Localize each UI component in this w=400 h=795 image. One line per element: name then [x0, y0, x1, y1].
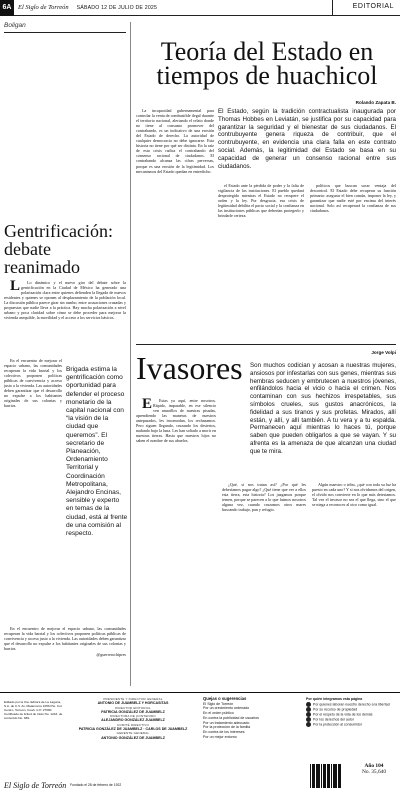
ivasores-col-2: [222, 482, 306, 686]
bullet-icon: [306, 712, 311, 717]
gentrificacion-body-2: En el encuentro de mejorar el espacio urbano, las comunidades recuperan la vida barrial y los colectivos proponen políticas públicas de convivencia y acceso justo a la vivienda. Las autoridades deben garantizar que el desarrollo no expulse a los habitantes originales de sus colonias y barrios.: [4, 358, 62, 409]
ivasores-lead: [250, 362, 396, 478]
ivasores-title-block: [136, 352, 246, 392]
page-header: [0, 0, 400, 16]
column-divider-left: [130, 22, 131, 686]
ivasores-col-2-text: ¿Qué, si nos tratan así? ¿Por qué les deberíamos pagar algo? ¿Qué tiene que ver a ellos esta tierra, esta historia? Los juzgamos porque temen, porque se parecen a lo que fuimos nosotros alguna vez, cuando cruzamos otros mares buscando trabajo, pan y refugio.: [222, 482, 306, 513]
lead-col-3-text: políticos que buscan sacar ventaja del descontrol. El Estado debe recuperar su función primaria: asegurar el bien común, imponer la ley, y garantizar que nadie esté por encima del interés nacional. Solo así recuperará la confianza de sus ciudadanos.: [310, 183, 396, 214]
ivasores-lead-text: Son muchos codician y acosan a nuestras mujeres, ansiosos por infestarlas con sus genes, mientras sus hembras seducen y embrutecen a nuestros jóvenes, enfilándolos hacia el vicio o hacia el crimen. Nos contaminan con sus hechizos irrespetables, sus símbolos crueles, sus gustos anacrónicos, la fidelidad a sus tiranos y sus profetas. Mirados, allí están, y allí, y allí también. A tu vera y a tu espalda. Permanecen aquí mientras lo haces tú, porque saben que pueden obligarlos a que se vayan. Y su afrenta es la amenaza de que alcanzan una ciudad que te mira.: [250, 362, 396, 455]
directory-subtitle: El Siglo de Torreón: [203, 701, 234, 706]
section-label: EDITORIAL: [352, 3, 394, 10]
gentrificacion-close: [4, 626, 126, 686]
cartoon-panel: [4, 22, 126, 217]
ivasores-col-1-text: Estas ya aquí, entre nosotros. Rápido, imparable, en ese silencio ven amarillos de nuestras pisadas, aprendiendo las maneras de nuestros antepasados, les incomodan, los rechazamos. Pero siguen llegando, cruzando los desiertos, nadando bajo la luna. Les han soltado a morir en nuestras tierras. Hasta que nuestros hijos no saben el nombre de sus abuelos.: [136, 398, 216, 444]
lead-intro-text: El Estado, según la tradición contractualista inaugurada por Thomas Hobbes en Leviatán, se justifica por su capacidad para garantizar la seguridad y el bienestar de sus ciudadanos. El contrubuyente genera riqueza de contribuir, que el contrubuyente, en evidencia una clara falla en este contrato social. Además, la legitimidad del Estado se basa en su capacidad de generar un consenso racional entre sus ciudadanos.: [218, 108, 396, 170]
directory-item: Por un crecimiento ordenado: [203, 706, 250, 711]
ivasores-col-3: [312, 482, 396, 686]
lead-col-2: [218, 183, 304, 338]
dateline: SÁBADO 12 DE JULIO DE 2025: [76, 4, 158, 11]
gentrificacion-intro: L Lo dinámico y el nuevo giro del debate sobre la gentrificación en la Ciudad de México ha generado una polarización clara entre quienes defienden la llegada de nuevos residentes y quienes se oponen al desplazamiento de la población local. La discusión pública parece girar sin rumbo, entre acusaciones cruzadas y propuestas que nadie lleva a la práctica. Hay mucha polarización a nivel urbano y poca claridad sobre cómo se debe proceder para mejorar la vivienda asequible, la movilidad y el acceso a los servicios básicos.: [4, 280, 126, 321]
gentrificacion-title-line1: Gentrificación:: [4, 222, 113, 241]
issue-badge: [352, 763, 396, 775]
year-label: Año 104: [364, 763, 384, 769]
staff-entry: PRESIDENTE Y DIRECTOR GENERAL ANTONIO DE JUAMBELZ Y HORCASITAS: [97, 697, 169, 706]
lead-col-2-text: el Estado ante la pérdida de poder y la falta de vigilancia de las instituciones. El pueblo quedará desprotegido mientras el Estado no recupere el orden y la ley. Por desgracia, esa crisis de legitimidad debilita el pacto social y la confianza en las instituciones públicas que deberían protegerlo y brindarle certeza.: [218, 183, 304, 219]
gentrificacion-body-3: En el encuentro de mejorar el espacio urbano, las comunidades recuperan la vida barrial y los colectivos proponen políticas públicas de convivencia y acceso justo a la vivienda. Las autoridades deben garantizar que el desarrollo no expulse a los habitantes originales de sus colonias y barrios.: [4, 626, 126, 652]
lead-article-title: [138, 40, 396, 96]
staff-entry: DIRECTOR EDITORIAL PATRICIA GONZÁLEZ DE JUAMBELZ: [101, 705, 165, 714]
issue-number: No. 35,640: [361, 769, 387, 776]
article-divider: [136, 344, 396, 345]
gentrificacion-title-block: [4, 222, 126, 276]
lead-title-line2: tiempos de huachicol: [156, 61, 378, 90]
ivasores-title: Ivasores: [136, 352, 243, 386]
section-divider: [332, 0, 333, 16]
directory-item: En contra de los intereses: [203, 729, 245, 734]
masthead-title: El Siglo de Torreón: [18, 4, 69, 11]
lead-title-line1: Teoría del Estado en: [160, 40, 374, 66]
publisher-address: Editado por la Cía. Editora de La Laguna, S.A. de C.V. Av. Matamoros 1056 Pte. Col. Centro, Torreón, Coah. C.P. 27000. Certificado de licitud de título No. 1243, de contenido No. 669.: [4, 700, 63, 720]
bullet-icon: [306, 707, 311, 712]
lead-col-1-text: La incapacidad gubernamental para controlar la venta de combustible ilegal durante el territorio nacional, alertando el relato donde no tiene al consumo promover del contrabando, es un indicativo de una erosión del Estado de derecho. La autoridad de cualquier democracia no debe ignorarse. Esta historia no tiene por qué ser distinta. En la raíz de esta crisis radica el contrabando del consenso racional de ciudadanos. El contrabando alcanza las cifras perversas, porque es una erosión de la legitimidad. Los mecanismos del Estado quedan en entredicho.: [136, 108, 214, 174]
author-handle: @guerrerochipres: [96, 652, 126, 658]
directory-item: En contra la publicidad de usuarios: [203, 715, 259, 720]
lead-byline: Rolando Zapata B.: [355, 100, 396, 105]
bullet-icon: [306, 702, 311, 707]
pull-quote: [66, 366, 128, 578]
lead-col-3: [310, 183, 396, 338]
gentrificacion-title-line2: debate reanimado: [4, 239, 80, 276]
pull-quote-text: Brigada estima la gentrificación como oportunidad para defender el proceso monetario de la capital nacional con “la visión de la ciudad que queremos”. El secretario de Planeación, Ordenamiento Territorial y Coordinación Metropolitana, Alejandro Encinas, sensible y experto en temas de la ciudad, está al frente de una comisión al respecto.: [66, 366, 128, 538]
contact-item: Por el respeto de la vida de los demás: [306, 712, 396, 717]
contact-box: [306, 697, 396, 727]
cartoon-rule: [4, 32, 126, 33]
contact-title: Por quién integramos esta página: [306, 697, 363, 701]
staff-entry: GERENTE GENERAL ANTONIO GONZÁLEZ DE JUAMBELZ: [101, 731, 165, 740]
directory-item: En el orden público: [203, 711, 234, 716]
complaints-directory: [203, 697, 303, 739]
ivasores-col-3-text: Algún maestro o tribu, ¿qué con toda su luz ha puesto en cada uno? Y si nos olvidamos del origen, el olvido nos convierte en lo que más detestamos. Tal vez el invasor no sea el que llega, sino el que se niega a reconocer al otro como igual.: [312, 482, 396, 508]
barcode: [310, 764, 348, 788]
staff-box: [68, 697, 198, 740]
contact-item: Por los derechos del autor: [306, 717, 396, 722]
lead-col-1: [136, 108, 214, 338]
contact-item: Por quienes laboran nuestro derecho a la libertad: [306, 702, 396, 707]
page-number: 6A: [0, 0, 14, 16]
footer-logo: El Siglo de Torreón: [4, 781, 67, 790]
gentrificacion-col-a: [4, 358, 62, 623]
footer-tagline: Fundado el 28 de febrero de 1922: [70, 783, 122, 787]
ivasores-byline: Jorge Volpi: [371, 350, 396, 355]
directory-item: Por un tratamiento adecuado: [203, 720, 250, 725]
contact-item: Por la protección al consumidor: [306, 722, 396, 727]
cartoon-tag: Boligan: [4, 22, 26, 29]
staff-entry: DIRECTORA DE CONTENIDO ALEJANDRO GONZÁLEZ JUAMBELZ: [101, 714, 165, 723]
staff-entry: COMITÉ DIRECTIVO PATRICIA GONZÁLEZ DE JUAMBELZ · CARLOS DE JUAMBELZ: [78, 722, 188, 732]
cartoon-illustration: [4, 36, 126, 176]
directory-title: Quejas o sugerencias: [203, 696, 247, 701]
directory-item: Por un mejor entorno: [203, 734, 237, 739]
lead-intro-block: [218, 108, 396, 180]
directory-item: Por la protección de la familia: [203, 725, 251, 730]
ivasores-col-1: E Estas ya aquí, entre nosotros. Rápido, imparable, en ese silencio ven amarillos de nuestras pisadas, aprendiendo las maneras de nuestros antepasados, les incomodan, los rechazamos. Pero siguen llegando, cruzando los desiertos, nadando bajo la luna. Les han soltado a morir en nuestras tierras. Hasta que nuestros hijos no saben el nombre de sus abuelos.: [136, 398, 216, 444]
bullet-icon: [306, 722, 311, 727]
gentrificacion-body: Lo dinámico y el nuevo giro del debate sobre la gentrificación en la Ciudad de México ha generado una polarización clara entre quienes defienden la llegada de nuevos residentes y quienes se oponen al desplazamiento de la población local. La discusión pública parece girar sin rumbo, entre acusaciones cruzadas y propuestas que nadie lleva a la práctica. Hay mucha polarización a nivel urbano y poca claridad sobre cómo se debe proceder para mejorar la vivienda asequible, la movilidad y el acceso a los servicios básicos.: [4, 280, 126, 321]
bullet-icon: [306, 717, 311, 722]
contact-item: Por su recurso de propiedad: [306, 707, 396, 712]
